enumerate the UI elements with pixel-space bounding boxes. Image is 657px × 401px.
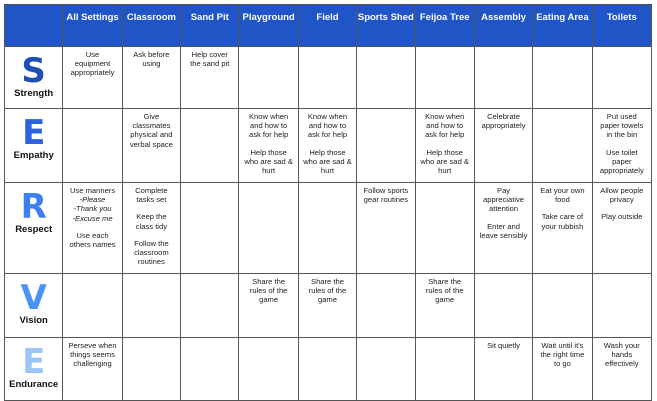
behaviour-text: Follow the	[134, 238, 169, 248]
behaviour-text: Use toilet	[605, 147, 638, 157]
value-letter: S	[21, 51, 46, 91]
behaviour-text: effectively	[604, 359, 639, 369]
behaviour-cell	[181, 183, 239, 274]
behaviour-text: verbal space	[129, 139, 173, 149]
behaviour-cell	[239, 109, 298, 183]
behaviour-text: ask for help	[425, 130, 465, 140]
behaviour-cell	[122, 47, 180, 109]
value-name: Strength	[14, 88, 54, 99]
behaviour-text: Ask before	[133, 50, 170, 59]
column-header: Feijoa Tree	[415, 5, 474, 47]
value-name: Endurance	[9, 379, 59, 390]
value-label-cell	[5, 47, 63, 109]
behaviour-cell	[298, 338, 356, 401]
behaviour-text: Know when	[425, 112, 465, 121]
behaviour-text: your rubbish	[541, 221, 584, 231]
behaviour-text: tasks set	[136, 195, 167, 205]
behaviour-text: using	[142, 59, 161, 69]
behaviour-text: classmates	[132, 121, 171, 131]
value-label-cell	[5, 183, 63, 274]
behaviour-text: rules of the	[249, 286, 288, 296]
column-header: All Settings	[63, 5, 122, 47]
behaviour-cell	[533, 338, 592, 401]
value-letter: E	[22, 113, 46, 153]
behaviour-cell	[239, 274, 298, 338]
behaviour-text: Help those	[309, 147, 346, 157]
column-header: Sand Pit	[181, 5, 239, 47]
behaviour-text: and how to	[250, 121, 288, 131]
behaviour-text: in the bin	[606, 130, 638, 140]
column-header: Eating Area	[533, 5, 592, 47]
behaviour-text: appropriately	[481, 121, 526, 131]
behaviour-cell	[415, 47, 474, 109]
behaviour-text: game	[259, 295, 279, 305]
behaviour-text: who are sad &	[244, 156, 293, 166]
behaviour-text: class tidy	[135, 221, 168, 231]
behaviour-text: Play outside	[601, 212, 643, 222]
column-header: Toilets	[592, 5, 651, 47]
column-header: Classroom	[122, 5, 180, 47]
behaviour-cell	[533, 47, 592, 109]
behaviour-text: to go	[553, 359, 571, 369]
behaviour-cell	[474, 338, 532, 401]
behaviour-cell	[533, 274, 592, 338]
behaviour-cell	[357, 109, 415, 183]
behaviour-cell	[474, 47, 532, 109]
column-header: Assembly	[474, 5, 532, 47]
behaviour-text: hurt	[320, 166, 335, 176]
behaviour-cell	[298, 47, 356, 109]
behaviour-text: Celebrate	[487, 112, 521, 121]
behaviour-text: food	[555, 195, 570, 205]
behaviour-text: privacy	[609, 195, 634, 205]
behaviour-cell	[298, 183, 356, 274]
serve-values-matrix	[4, 4, 652, 401]
value-name: Empathy	[13, 150, 54, 161]
behaviour-cell	[298, 109, 356, 183]
behaviour-text: game	[435, 295, 455, 305]
behaviour-cell	[592, 274, 651, 338]
behaviour-cell	[474, 274, 532, 338]
value-row-empathy	[5, 109, 652, 183]
value-row-strength	[5, 47, 652, 109]
value-letter: V	[20, 278, 47, 318]
behaviour-cell	[63, 109, 122, 183]
behaviour-text: Give	[143, 112, 160, 121]
behaviour-text: routines	[137, 257, 165, 267]
value-letter: E	[22, 342, 46, 382]
behaviour-cell	[122, 274, 180, 338]
behaviour-text: hurt	[438, 166, 452, 176]
behaviour-cell	[122, 183, 180, 274]
value-row-vision	[5, 274, 652, 338]
behaviour-text: Share the	[311, 277, 344, 286]
behaviour-text: who are sad &	[420, 156, 469, 166]
value-label-cell	[5, 338, 63, 401]
column-header: Playground	[239, 5, 298, 47]
column-header: Sports Shed	[357, 5, 415, 47]
behaviour-text: equipment	[74, 59, 111, 69]
behaviour-text: Share the	[252, 277, 286, 286]
value-letter: R	[20, 187, 47, 227]
behaviour-cell	[415, 183, 474, 274]
behaviour-cell	[592, 183, 651, 274]
behaviour-cell	[181, 109, 239, 183]
behaviour-cell	[122, 109, 180, 183]
behaviour-cell	[533, 109, 592, 183]
behaviour-cell	[357, 47, 415, 109]
behaviour-cell	[533, 183, 592, 274]
behaviour-text: challenging	[73, 359, 112, 369]
behaviour-text: appreciative	[483, 195, 525, 205]
behaviour-cell	[181, 47, 239, 109]
behaviour-text: Help those	[250, 147, 287, 157]
behaviour-cell	[592, 109, 651, 183]
behaviour-text: and how to	[308, 121, 347, 131]
value-label-cell	[5, 274, 63, 338]
behaviour-cell	[63, 274, 122, 338]
column-header: Field	[298, 5, 356, 47]
behaviour-text: ask for help	[307, 130, 348, 140]
behaviour-text: ask for help	[248, 130, 289, 140]
behaviour-cell	[474, 109, 532, 183]
behaviour-text: Sit quietly	[487, 341, 521, 350]
behaviour-text: -Excuse me	[72, 213, 113, 223]
behaviour-text: appropriately	[599, 166, 644, 176]
behaviour-text: attention	[488, 204, 519, 214]
behaviour-cell	[181, 338, 239, 401]
behaviour-cell	[239, 338, 298, 401]
behaviour-text: Keep the	[136, 212, 167, 222]
behaviour-text: Take care of	[541, 212, 584, 222]
behaviour-text: -Please	[79, 195, 106, 205]
behaviour-text: game	[317, 295, 337, 305]
behaviour-text: Allow people	[600, 186, 644, 195]
behaviour-text: Enter and	[487, 221, 521, 231]
behaviour-text: Eat your own	[540, 186, 585, 195]
behaviour-cell	[474, 183, 532, 274]
behaviour-text: paper towels	[600, 121, 644, 131]
behaviour-text: Help those	[426, 147, 463, 157]
behaviour-cell	[239, 47, 298, 109]
behaviour-cell	[592, 47, 651, 109]
behaviour-cell	[415, 338, 474, 401]
value-name: Vision	[19, 315, 48, 326]
behaviour-cell	[239, 183, 298, 274]
behaviour-text: paper	[612, 156, 632, 166]
behaviour-text: leave sensibly	[479, 230, 528, 240]
behaviour-cell	[357, 338, 415, 401]
behaviour-cell	[63, 338, 122, 401]
behaviour-text: Know when	[307, 112, 348, 121]
behaviour-text: and how to	[426, 121, 464, 131]
behaviour-text: others names	[69, 240, 116, 250]
behaviour-text: Complete	[135, 186, 168, 195]
behaviour-cell	[63, 183, 122, 274]
behaviour-text: physical and	[130, 130, 173, 140]
behaviour-text: things seems	[70, 350, 115, 360]
value-row-respect	[5, 183, 652, 274]
behaviour-text: gear routines	[363, 195, 408, 205]
value-name: Respect	[15, 224, 53, 235]
behaviour-text: Use manners	[69, 186, 116, 195]
behaviour-text: who are sad &	[303, 156, 352, 166]
value-row-endurance	[5, 338, 652, 401]
corner-cell	[5, 5, 63, 47]
behaviour-text: Share the	[428, 277, 462, 286]
behaviour-cell	[181, 274, 239, 338]
behaviour-text: appropriately	[70, 68, 115, 78]
behaviour-cell	[415, 274, 474, 338]
behaviour-text: Use	[85, 50, 100, 59]
behaviour-text: Wash your	[603, 341, 640, 350]
behaviour-text: hurt	[262, 166, 276, 176]
behaviour-cell	[357, 274, 415, 338]
behaviour-text: Follow sports	[363, 186, 409, 195]
behaviour-text: Know when	[248, 112, 289, 121]
behaviour-text: Perseve when	[68, 341, 117, 350]
behaviour-text: the sand pit	[190, 59, 230, 69]
behaviour-text: classroom	[134, 248, 169, 258]
behaviour-cell	[298, 274, 356, 338]
behaviour-cell	[122, 338, 180, 401]
behaviour-cell	[357, 183, 415, 274]
behaviour-text: -Thank you	[73, 204, 112, 214]
behaviour-text: hands	[611, 350, 633, 360]
behaviour-text: Help cover	[191, 50, 228, 59]
behaviour-text: Use each	[76, 230, 109, 240]
behaviour-text: rules of the	[308, 286, 347, 296]
value-label-cell	[5, 109, 63, 183]
behaviour-text: the right time	[540, 350, 585, 360]
behaviour-cell	[592, 338, 651, 401]
behaviour-text: Pay	[497, 186, 511, 195]
behaviour-text: rules of the	[425, 286, 464, 296]
behaviour-text: Put used	[606, 112, 637, 121]
behaviour-cell	[63, 47, 122, 109]
behaviour-text: Wait until it's	[541, 341, 584, 350]
behaviour-cell	[415, 109, 474, 183]
header-row	[5, 5, 652, 47]
